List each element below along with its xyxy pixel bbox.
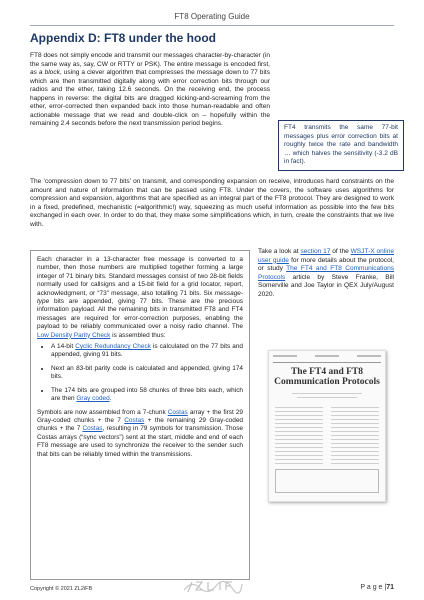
- thumbnail-title: The FT4 and FT8 Communication Protocols: [274, 367, 380, 387]
- article-thumbnail: [268, 350, 386, 502]
- intro-paragraph: FT8 does not simply encode and transmit our messages character-by-character (in the same way as, say, CW or RTTY or PSK). The entire message is encoded first, as a block, using a clever algorithm that compresses the message down to 77 bits which are then transmitted digitally along with error correction bits through our radios and the ether, taking 12.6 seconds. On the receiving end, the process happens in reverse: the digital bits are dragged kicking-and-screaming from the ether, error-corrected then expanded back into those human-readable and often actionable message that we read and double-click on – hopefully within the remaining 2.4 seconds before the next transmission period begins.: [30, 52, 270, 128]
- page-number: P a g e |71: [360, 584, 394, 591]
- costas-link-1[interactable]: Costas: [167, 408, 188, 416]
- list-item: • Next an 83-bit parity code is calculated and appended, giving 174 bits.: [51, 365, 243, 382]
- zl2ifb-logo-icon: [182, 578, 244, 594]
- thumbnail-header: [273, 354, 381, 363]
- running-header: FT8 Operating Guide: [174, 12, 250, 21]
- wsjtx-guide-link[interactable]: WSJT-X online user guide: [258, 248, 394, 264]
- thumbnail-table: [275, 469, 379, 493]
- header-rule: [30, 25, 394, 26]
- page-title: Appendix D: FT8 under the hood: [30, 31, 216, 45]
- ldpc-link[interactable]: Low Density Parity Check: [37, 331, 111, 339]
- list-item: • A 14-bit Cyclic Redundancy Check is calculated on the 77 bits and appended, giving 91 bits.: [51, 343, 243, 360]
- gray-code-link[interactable]: Gray coded: [76, 395, 110, 403]
- costas-link-2[interactable]: Costas: [124, 416, 145, 424]
- ft4-callout: FT4 transmits the same 77-bit messages plus error correction bits at roughly twice the rate and bandwidth … which halves the sensitivity (-3.2 dB in fact).: [278, 120, 404, 171]
- list-item: • The 174 bits are grouped into 58 chunks of three bits each, which are then Gray coded.: [51, 387, 243, 404]
- box-paragraph-2: Symbols are now assembled from a 7-chunk Costas array + the first 29 Gray-coded chunks + the 7 Costas + the remaining 29 Gray-coded chunks + the 7 Costas, resulting in 79 symbols for transmission. Those Costas arrays (“sync vectors”) sent at the start, middle and end of each FT8 message are used to synchronize the receiver to the sender such that bits can be reliably timed within the transmissions.: [37, 408, 243, 458]
- copyright-notice: Copyright © 2021 ZL2iFB: [30, 586, 93, 592]
- box-paragraph-1: Each character in a 13-character free message is converted to a number, then those numbers are multiplied together forming a large integer of 71 binary bits. Standard messages consist of two 28-bit fields normally used for callsigns and a 15-bit field for a grid locator, report, acknowledgment, or “73” message, also totalling 71 bits. Six message-type bits are appended, giving 77 bits. These are the precious information payload. All the remaining bits in transmitted FT8 and FT4 messages are required for error-correction purposes, enabling the payload to be reliably communicated over a noisy radio channel. The Low Density Parity Check is assembled thus:: [37, 256, 243, 339]
- costas-link-3[interactable]: Costas: [82, 425, 103, 433]
- further-reading-paragraph: Take a look at section 17 of the WSJT-X online user guide for more details about the protocol, or study The FT4 and FT8 Communications Protocols article by Steve Franke, Bill Somerville and Joe Taylor in QEX July/August 2020.: [258, 248, 394, 298]
- crc-link[interactable]: Cyclic Redundancy Check: [75, 343, 151, 351]
- section-17-link[interactable]: section 17: [300, 248, 331, 255]
- ldpc-sidebar-box: [30, 250, 250, 580]
- compression-paragraph: The ‘compression down to 77 bits’ on transmit, and corresponding expansion on receive, introduces hard constraints on the amount and nature of information that can be passed using FT8. Under the covers, the software uses algorithms for compression and expansion, algorithms that are specified as an integral part of the FT8 protocol. They are designed to work in a fixed, predefined, mechanistic (=algorithmic!) way, squeezing as much useful information as possible into the few bits exchanged in each over. In order to do that, they make some simplifications which, in turn, create the constraints that we live with.: [30, 178, 394, 228]
- encoding-steps-list: [37, 343, 243, 403]
- protocols-article-link[interactable]: The FT4 and FT8 Communications Protocols: [258, 265, 394, 281]
